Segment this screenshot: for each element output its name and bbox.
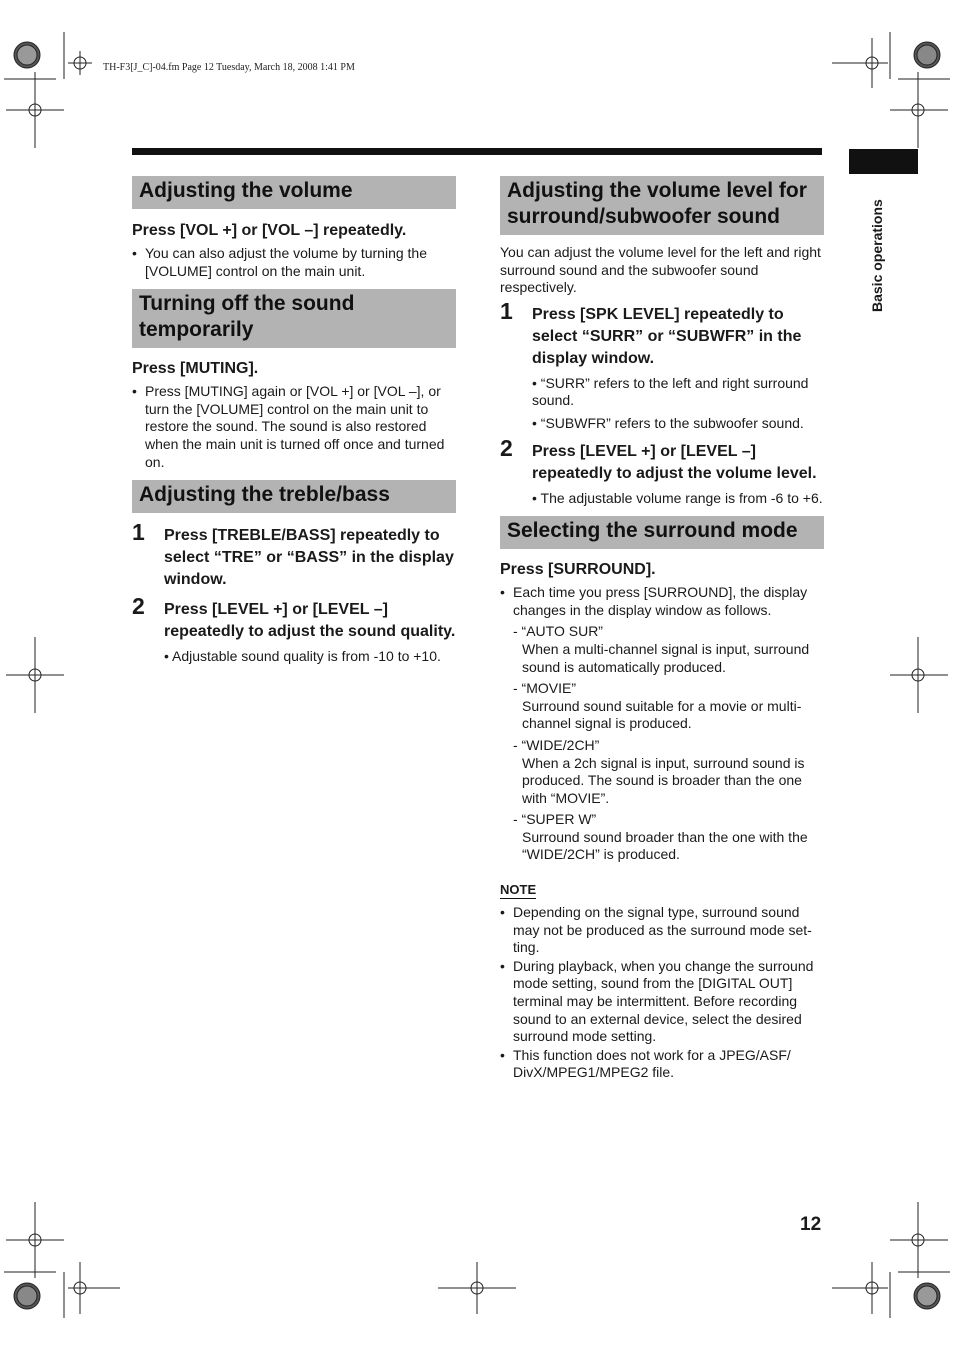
page-number: 12 [800, 1214, 822, 1235]
surround-mode-bullet: • Each time you press [SURROUND], the display changes in the display window as follows. [500, 584, 824, 619]
surround-level-step-2 [500, 434, 824, 485]
mode-entry [500, 680, 824, 733]
surround-level-step-1-note-b: • “SUBWFR” refers to the subwoofer sound. [532, 414, 804, 431]
right-column [500, 176, 824, 1082]
mode-name: - “SUPER W” [513, 811, 597, 828]
treble-step-2-note: • Adjustable sound quality is from -10 to +10. [164, 648, 441, 665]
side-section-label: Basic operations [869, 199, 885, 312]
mode-entry [500, 623, 824, 676]
mode-name: - “WIDE/2CH” [513, 736, 600, 753]
note-item: • This function does not work for a JPEG/ASF/ DivX/MPEG1/MPEG2 file. [500, 1047, 824, 1082]
surround-level-step-1 [500, 297, 824, 370]
surround-level-step-2-note: • The adjustable volume range is from -6 to +6. [532, 489, 823, 506]
volume-bullet: • You can also adjust the volume by turning the [VOLUME] control on the main unit. [132, 245, 456, 280]
step-number: 2 [132, 593, 145, 620]
note-item: • Depending on the signal type, surround sound may not be produced as the surround mode set-ting. [500, 904, 824, 957]
side-tab [849, 149, 918, 174]
mode-description: When a multi-channel signal is input, surround sound is automatically produced. [522, 640, 810, 675]
treble-step-2 [132, 593, 456, 643]
note-heading: NOTE [500, 882, 537, 898]
mode-entry [500, 737, 824, 807]
mode-entry [500, 811, 824, 864]
step-text: Press [SPK LEVEL] repeatedly to select “SURR” or “SUBWFR” in the display window. [532, 305, 802, 367]
step-text: Press [TREBLE/BASS] repeatedly to select “TRE” or “BASS” in the display window. [164, 527, 454, 589]
step-text: Press [LEVEL +] or [LEVEL –] repeatedly to adjust the sound quality. [164, 601, 456, 641]
section-title-volume: Adjusting the volume [132, 176, 456, 209]
step-text: Press [LEVEL +] or [LEVEL –] repeatedly to adjust the volume level. [532, 442, 817, 482]
mode-name: - “MOVIE” [513, 680, 576, 697]
mode-name: - “AUTO SUR” [513, 623, 603, 640]
file-info-header: TH-F3[J_C]-04.fm Page 12 Tuesday, March 18, 2008 1:41 PM [103, 62, 355, 73]
muting-bullet: • Press [MUTING] again or [VOL +] or [VOL –], or turn the [VOLUME] control on the main unit to restore the sound. The sound is also restored when the main unit is turned off once and turned on. [132, 383, 456, 471]
section-title-muting: Turning off the sound temporarily [132, 289, 456, 348]
top-rule [132, 148, 822, 155]
mode-description: Surround sound broader than the one with the “WIDE/2CH” is produced. [522, 828, 808, 863]
section-title-surround-mode: Selecting the surround mode [500, 516, 824, 549]
section-title-surround-level: Adjusting the volume level for surround/subwoofer sound [500, 176, 824, 235]
surround-level-step-1-note-a: • “SURR” refers to the left and right surround sound. [532, 374, 809, 409]
muting-instruction: Press [MUTING]. [132, 360, 259, 378]
volume-instruction: Press [VOL +] or [VOL –] repeatedly. [132, 222, 407, 239]
step-number: 1 [132, 519, 145, 546]
mode-description: When a 2ch signal is input, surround sound is produced. The sound is broader than the one with “MOVIE”. [522, 754, 805, 806]
step-number: 1 [500, 297, 513, 324]
step-number: 2 [500, 434, 513, 461]
surround-mode-instruction: Press [SURROUND]. [500, 561, 656, 579]
mode-description: Surround sound suitable for a movie or multi-channel signal is produced. [522, 697, 802, 732]
surround-level-intro: You can adjust the volume level for the left and right surround sound and the subwoofer sound respectively. [500, 244, 821, 296]
treble-step-1 [132, 519, 456, 591]
note-item: • During playback, when you change the surround mode setting, sound from the [DIGITAL OUT] terminal may be intermittent. Before recording sound to an external device, select the desired surround mode setting. [500, 958, 824, 1046]
left-column [132, 176, 456, 666]
section-title-treble: Adjusting the treble/bass [132, 480, 456, 513]
